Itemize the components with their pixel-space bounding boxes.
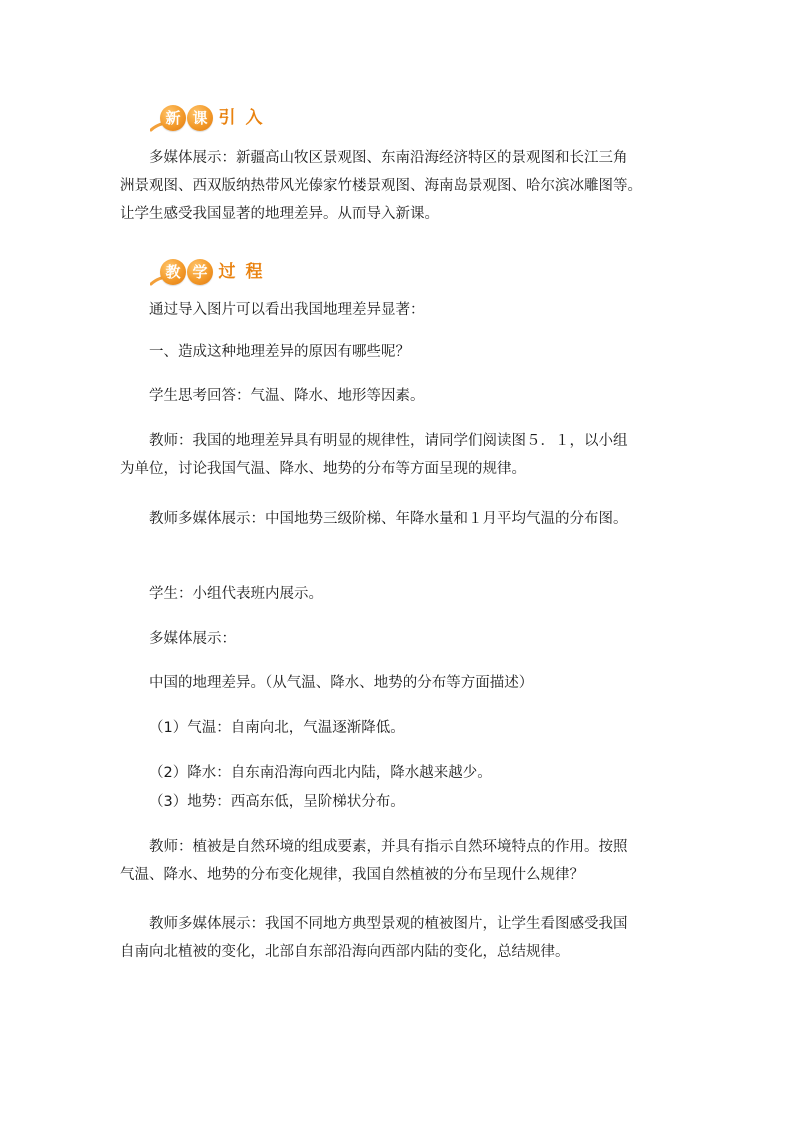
paragraph-teacher-instruction [120, 427, 680, 483]
text-line: 教师：我国的地理差异具有明显的规律性，请同学们阅读图５．１，以小组 [149, 433, 628, 449]
text-line: 自南向北植被的变化，北部自东部沿海向西部内陆的变化，总结规律。 [120, 944, 570, 960]
title-char: 过 [218, 262, 236, 282]
text-line: 为单位，讨论我国气温、降水、地势的分布等方面呈现的规律。 [120, 461, 526, 477]
text-line: 气温、降水、地势的分布变化规律，我国自然植被的分布呈现什么规律？ [120, 867, 584, 883]
title-char: 引 [218, 108, 236, 128]
text-line: 中国的地理差异。（从气温、降水、地势的分布等方面描述） [149, 675, 534, 691]
text-line: 教师多媒体展示：中国地势三级阶梯、年降水量和１月平均气温的分布图。 [149, 511, 628, 527]
text-line: 学生：小组代表班内展示。 [149, 586, 323, 602]
text-line: （1）气温：自南向北，气温逐渐降低。 [149, 720, 405, 736]
paragraph-vegetation-question [120, 833, 680, 889]
text-line: 一、造成这种地理差异的原因有哪些呢？ [149, 344, 410, 360]
text-line: 多媒体展示： [149, 631, 236, 647]
section-title-process [160, 257, 267, 287]
list-item-terrain [120, 788, 680, 816]
text-line: 教师多媒体展示：我国不同地方典型景观的植被图片，让学生看图感受我国 [149, 916, 628, 932]
title-char: 学 [187, 259, 213, 285]
text-line: （2）降水：自东南沿海向西北内陆，降水越来越少。 [149, 765, 492, 781]
text-line: 学生思考回答：气温、降水、地形等因素。 [149, 388, 425, 404]
paragraph-intro-multimedia [120, 144, 680, 228]
paragraph-teacher-multimedia [120, 505, 680, 533]
section-title-intro [160, 103, 267, 133]
paragraph-vegetation-multimedia [120, 910, 680, 966]
paragraph-intro-images [120, 296, 680, 324]
paragraph-student-presentation [120, 580, 680, 608]
text-line: 多媒体展示：新疆高山牧区景观图、东南沿海经济特区的景观图和长江三角 [149, 150, 628, 166]
paragraph-multimedia-label [120, 625, 680, 653]
paragraph-student-answer [120, 382, 680, 410]
text-line: 通过导入图片可以看出我国地理差异显著： [149, 302, 425, 318]
title-char: 新 [160, 105, 186, 131]
text-line: 教师：植被是自然环境的组成要素，并具有指示自然环境特点的作用。按照 [149, 839, 628, 855]
paragraph-question-one [120, 338, 680, 366]
list-item-temperature [120, 714, 680, 742]
list-item-precipitation [120, 759, 680, 787]
title-char: 课 [187, 105, 213, 131]
title-char: 入 [245, 108, 263, 128]
text-line: 洲景观图、西双版纳热带风光傣家竹楼景观图、海南岛景观图、哈尔滨冰雕图等。 [120, 178, 642, 194]
title-char: 程 [245, 262, 263, 282]
text-line: （3）地势：西高东低，呈阶梯状分布。 [149, 794, 405, 810]
title-char: 教 [160, 259, 186, 285]
paragraph-geographic-difference [120, 669, 680, 697]
text-line: 让学生感受我国显著的地理差异。从而导入新课。 [120, 206, 439, 222]
